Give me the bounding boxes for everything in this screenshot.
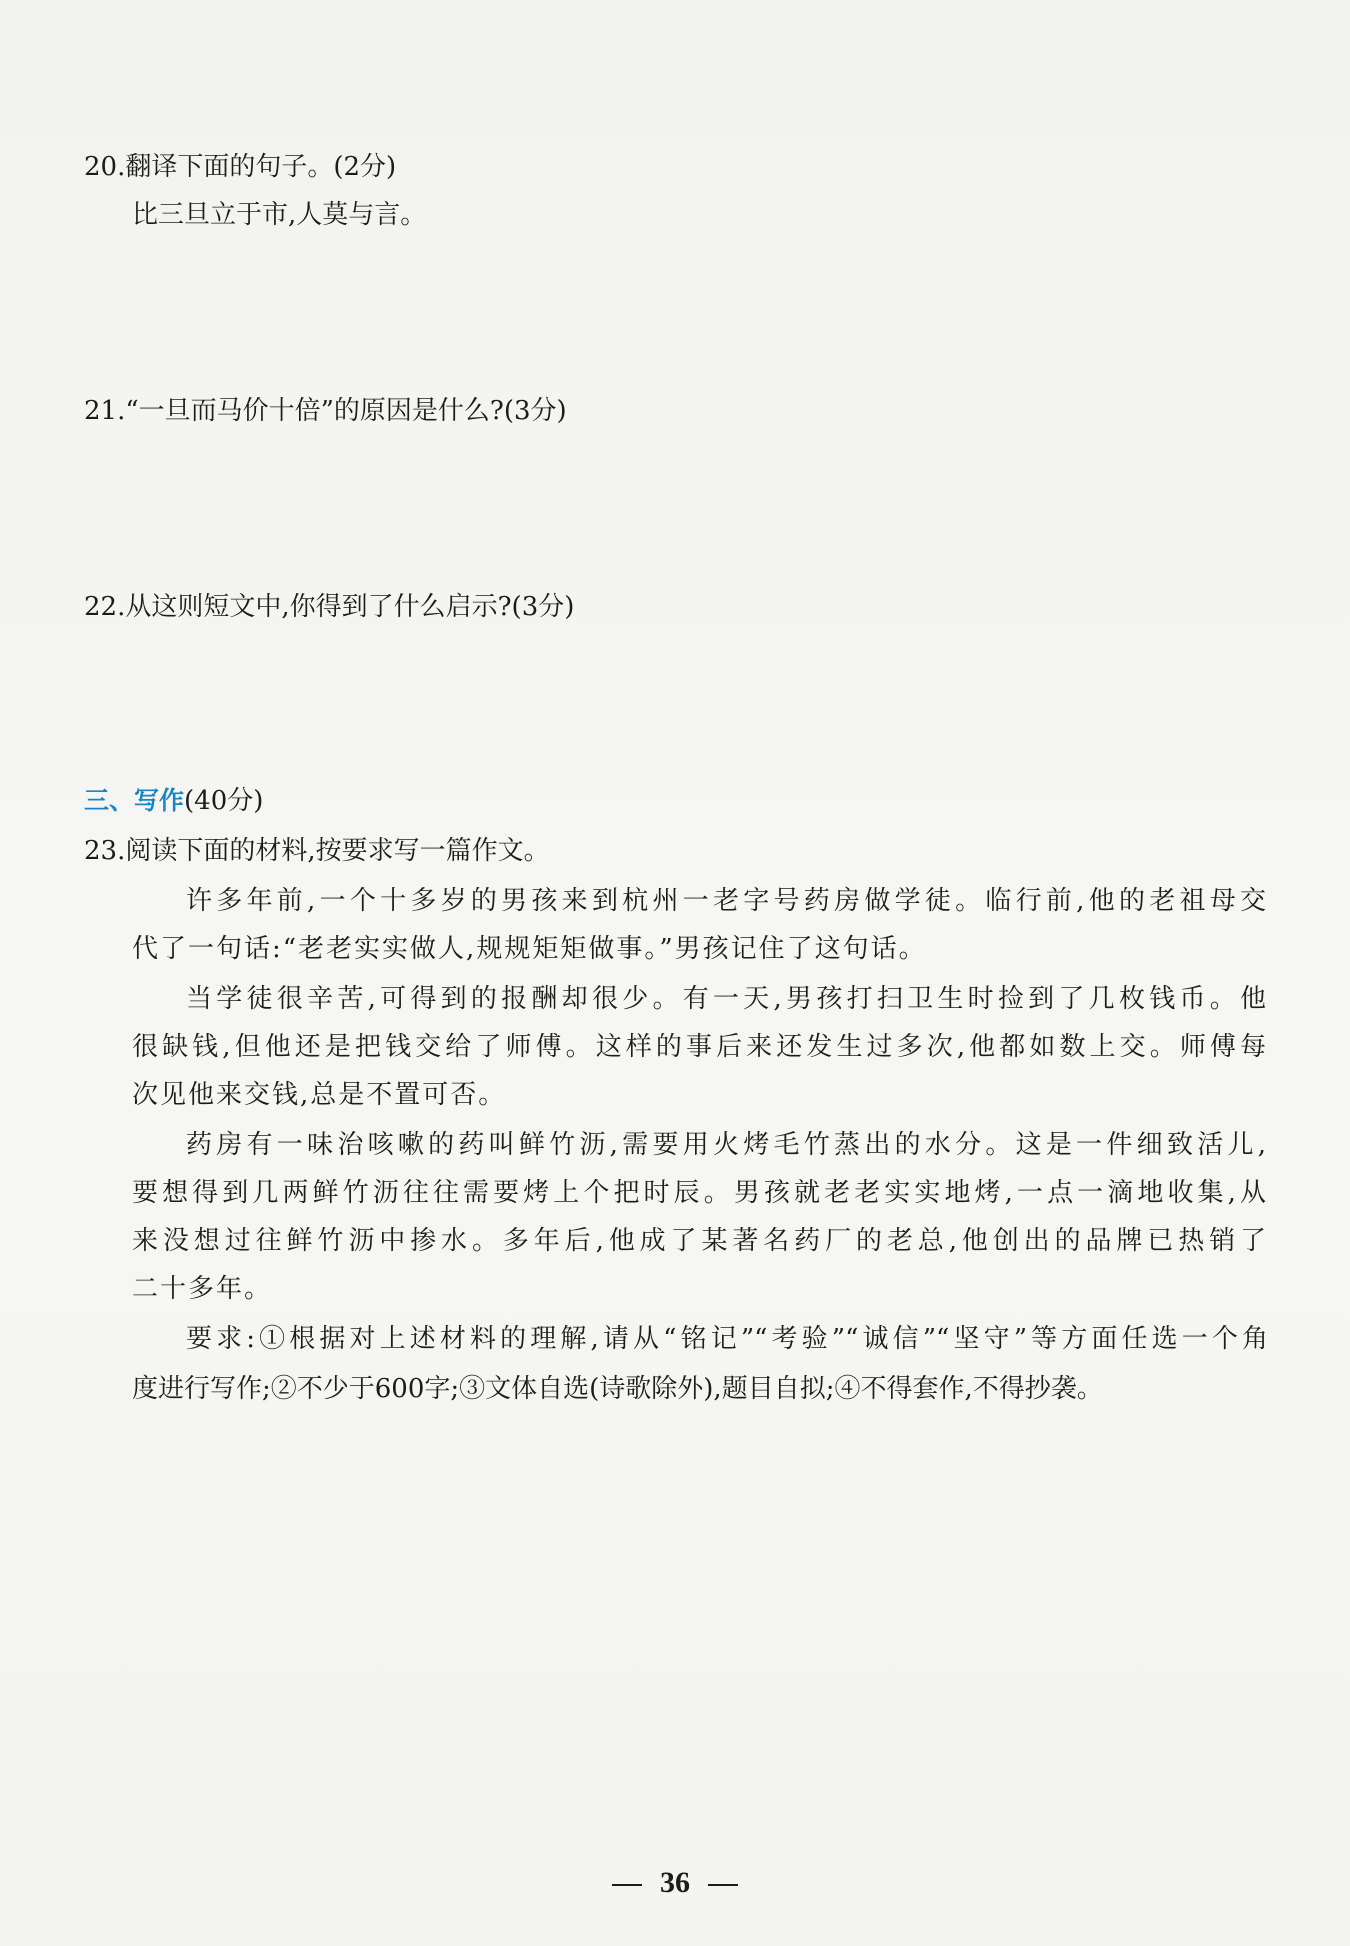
section-writing-score: (40分) [184, 786, 264, 816]
requirements-line: 度进行写作;②不少于600字;③文体自选(诗歌除外),题目自拟;④不得套作,不得抄袭。 [132, 1374, 1103, 1404]
material-line: 代了一句话:“老老实实做人,规规矩矩做事。”男孩记住了这句话。 [132, 934, 927, 964]
requirements-line: 要求:①根据对上述材料的理解,请从“铭记”“考验”“诚信”“坚守”等方面任选一个角 [186, 1324, 1268, 1354]
question-22-prompt: 22.从这则短文中,你得到了什么启示?(3分) [84, 592, 575, 622]
page-number [0, 1866, 1350, 1900]
question-20-prompt: 20.翻译下面的句子。(2分) [84, 152, 397, 182]
question-20-sentence: 比三旦立于市,人莫与言。 [132, 200, 427, 230]
material-line: 来没想过往鲜竹沥中掺水。多年后,他成了某著名药厂的老总,他创出的品牌已热销了 [132, 1226, 1268, 1256]
material-line: 许多年前,一个十多岁的男孩来到杭州一老字号药房做学徒。临行前,他的老祖母交 [186, 886, 1268, 916]
material-line: 次见他来交钱,总是不置可否。 [132, 1080, 507, 1110]
material-line: 要想得到几两鲜竹沥往往需要烤上个把时辰。男孩就老老实实地烤,一点一滴地收集,从 [132, 1178, 1268, 1208]
material-line: 当学徒很辛苦,可得到的报酬却很少。有一天,男孩打扫卫生时捡到了几枚钱币。他 [186, 984, 1268, 1014]
question-21-prompt: 21.“一旦而马价十倍”的原因是什么?(3分) [84, 396, 567, 426]
dash-left [612, 1884, 642, 1886]
section-writing-heading [84, 784, 263, 818]
question-23-prompt: 23.阅读下面的材料,按要求写一篇作文。 [84, 836, 550, 866]
material-line: 二十多年。 [132, 1274, 273, 1304]
material-line: 很缺钱,但他还是把钱交给了师傅。这样的事后来还发生过多次,他都如数上交。师傅每 [132, 1032, 1268, 1062]
page-number-value: 36 [660, 1866, 690, 1899]
material-line: 药房有一味治咳嗽的药叫鲜竹沥,需要用火烤毛竹蒸出的水分。这是一件细致活儿, [186, 1130, 1268, 1160]
section-writing-title: 三、写作 [84, 786, 185, 815]
dash-right [708, 1884, 738, 1886]
